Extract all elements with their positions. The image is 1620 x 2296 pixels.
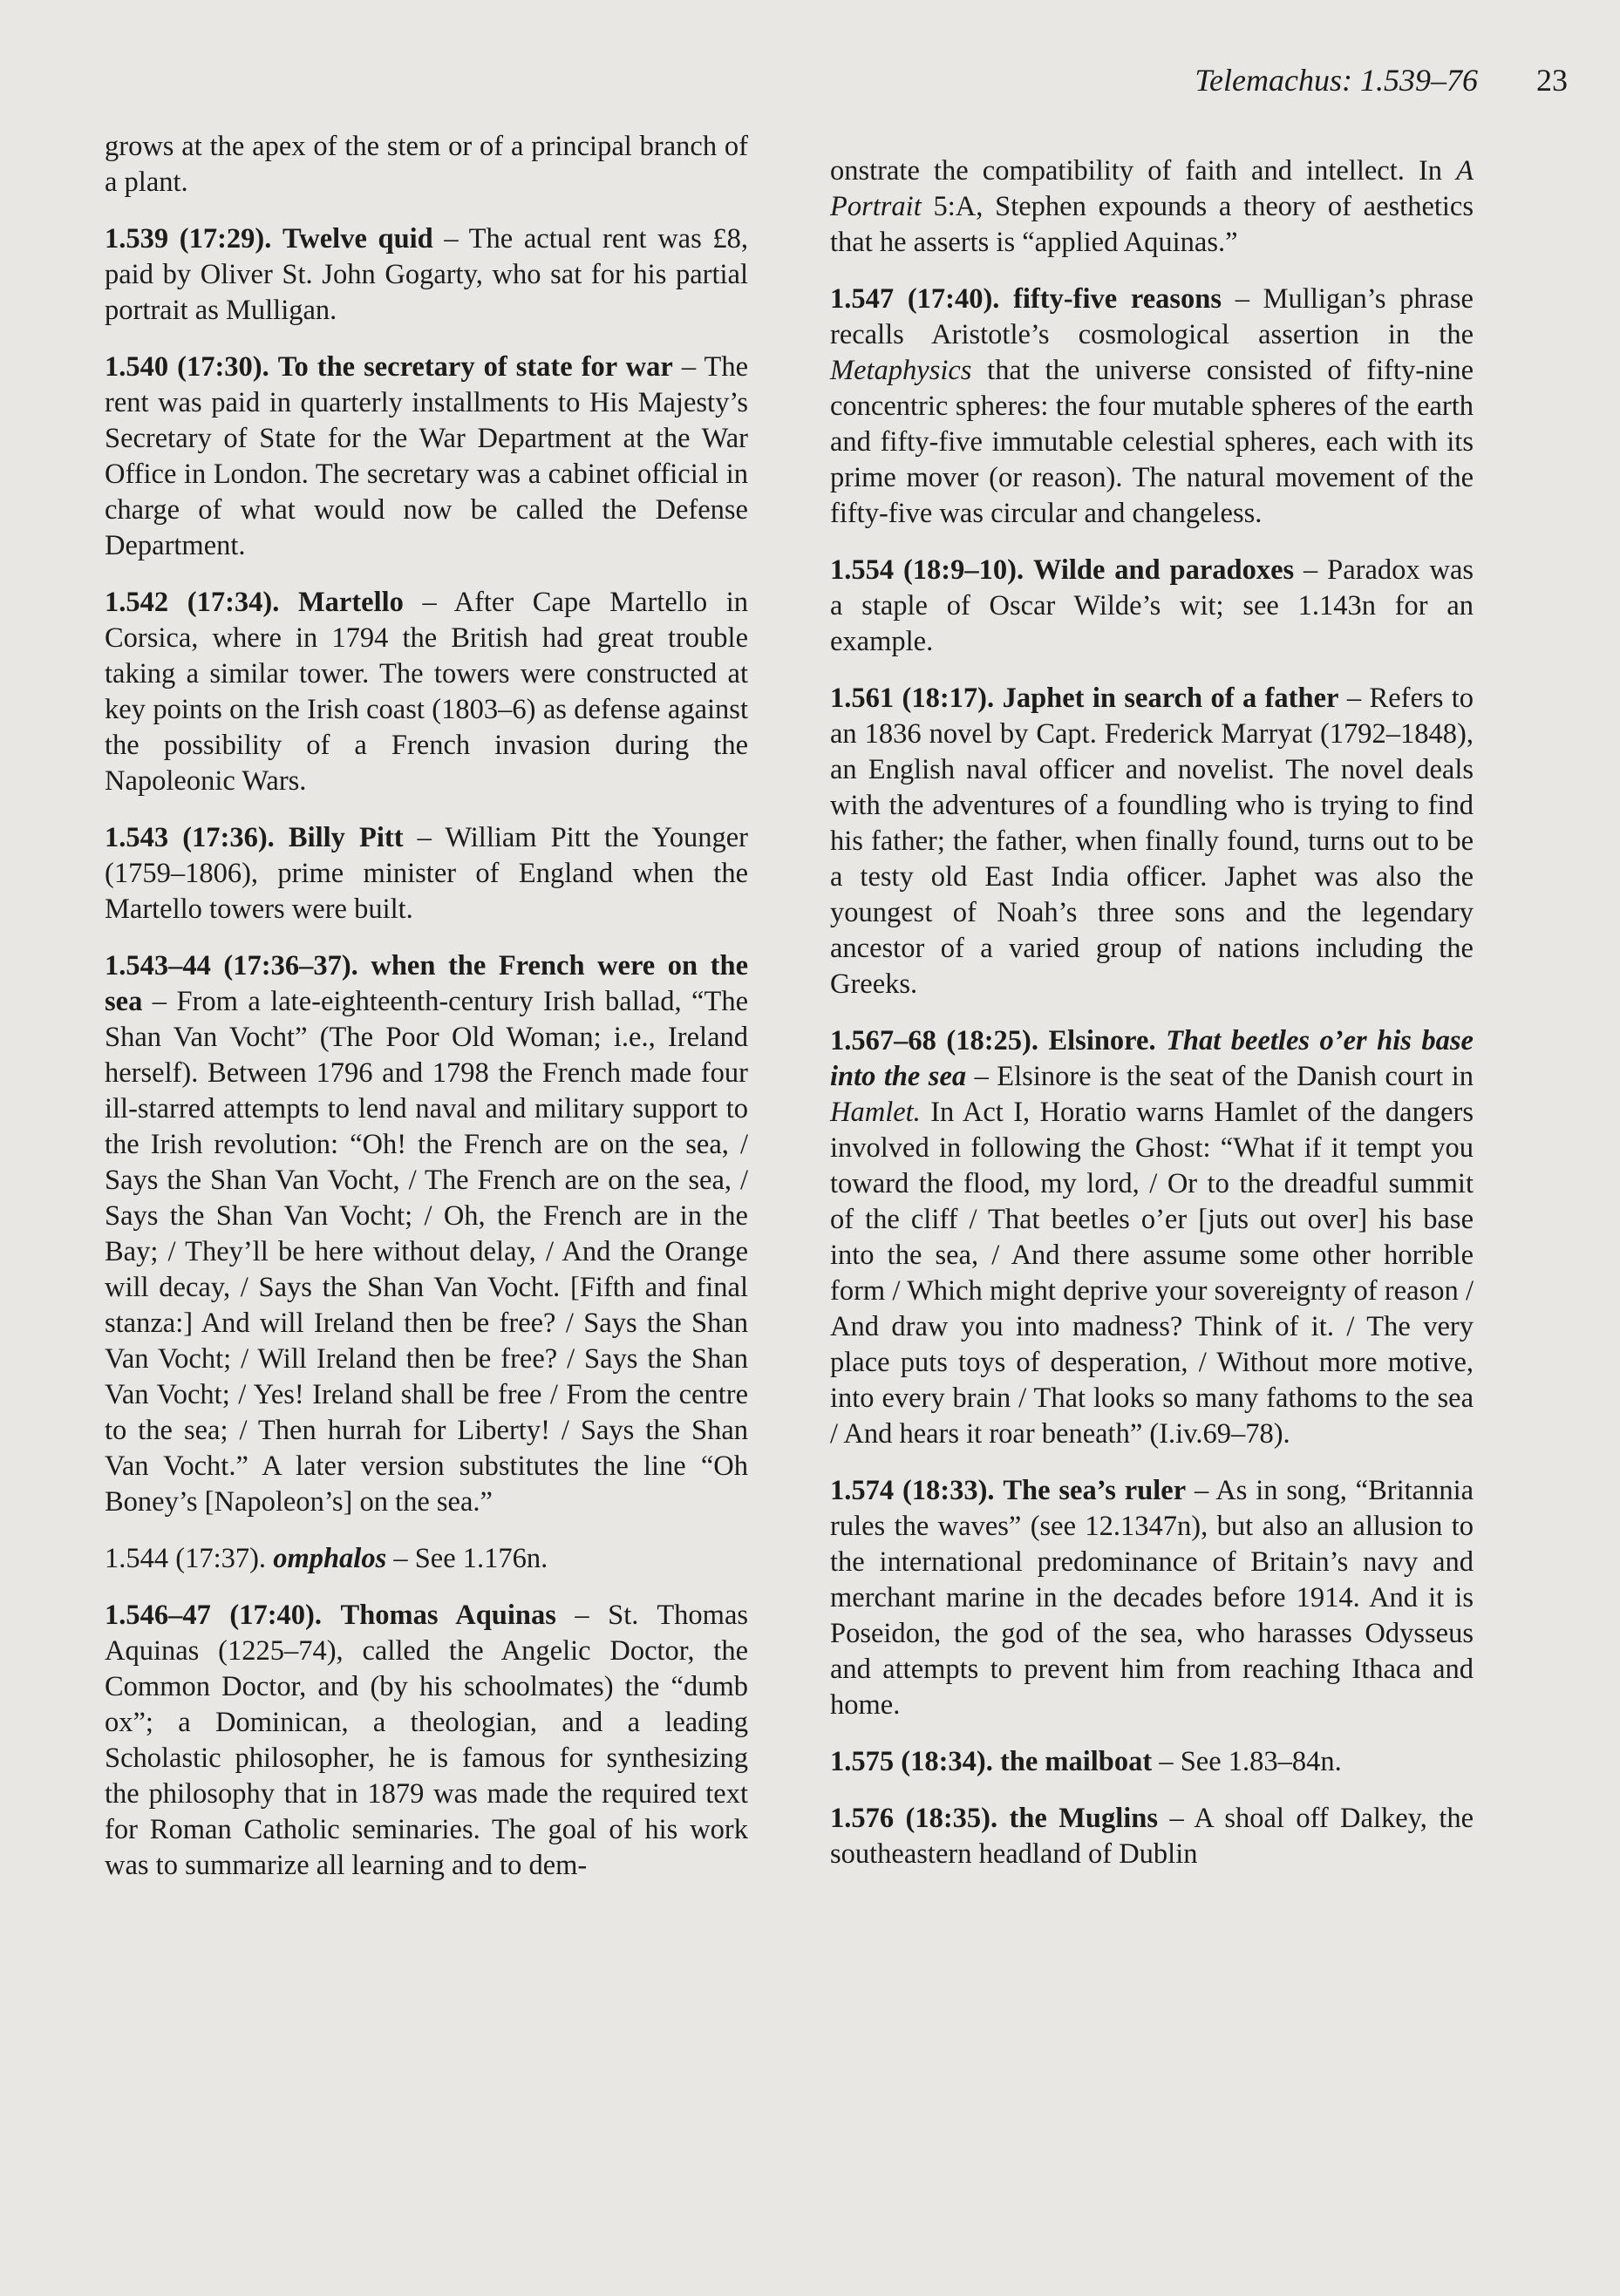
- right-column: [830, 129, 1474, 1893]
- note-entry: [830, 1473, 1474, 1723]
- note-entry: [105, 350, 748, 564]
- note-lemma: Wilde and paradoxes: [1032, 554, 1295, 586]
- running-title: Telemachus: 1.539–76: [1195, 63, 1478, 98]
- continuation-text: [830, 153, 1474, 261]
- note-text: – As in song, “Britannia rules the waves” (see 12.1347n), but also an allusion to the international predominance of Britain’s navy and merchant marine in the decades before 1914. And it is Poseidon, the god of the sea, who harasses Odysseus and attempts to prevent him from reaching Ithaca and home.: [830, 1475, 1474, 1721]
- note-text: – St. Thomas Aquinas (1225–74), called the Angelic Doctor, the Common Doctor, and (by his schoolmates) the “dumb ox”; a Dominican, a theologian, and a leading Scholastic philosopher, he is famous for synthesizing the philosophy that in 1879 was made the required text for Roman Catholic seminaries. The goal of his work was to summarize all learning and to dem-: [105, 1600, 749, 1881]
- note-entry: [105, 1598, 748, 1884]
- note-entry: [105, 585, 748, 799]
- note-ref: 1.575 (18:34).: [830, 1746, 993, 1777]
- note-entry: [105, 948, 748, 1520]
- note-ref: 1.543–44 (17:36–37).: [105, 950, 358, 982]
- note-lemma: Billy Pitt: [288, 822, 404, 853]
- continuation-part: 5:A, Stephen expounds a theory of aesthetics that he asserts is “applied Aquinas.”: [830, 191, 1474, 258]
- continuation-title: A Portrait: [830, 155, 1474, 222]
- note-ref: 1.544 (17:37).: [105, 1543, 267, 1574]
- left-column: [105, 129, 748, 1905]
- note-text: – A shoal off Dalkey, the southeastern headland of Dublin: [830, 1803, 1474, 1870]
- note-text: – Paradox was a staple of Oscar Wilde’s wit; see 1.143n for an example.: [830, 554, 1474, 657]
- note-entry: [830, 282, 1474, 532]
- note-lemma: fifty-five reasons: [1013, 283, 1222, 315]
- note-lemma: Martello: [297, 587, 404, 618]
- note-lemma: Elsinore.: [1048, 1025, 1156, 1056]
- note-italic: Metaphysics: [830, 355, 972, 386]
- note-ref: 1.540 (17:30).: [105, 351, 269, 383]
- note-ref: 1.539 (17:29).: [105, 223, 272, 255]
- note-text: – The actual rent was £8, paid by Oliver St. John Gogarty, who sat for his partial portrait as Mulligan.: [105, 223, 749, 326]
- note-ref: 1.546–47 (17:40).: [105, 1600, 322, 1631]
- note-lemma: Japhet in search of a father: [1002, 683, 1339, 714]
- note-ref: 1.542 (17:34).: [105, 587, 280, 618]
- note-ref: 1.561 (18:17).: [830, 683, 995, 714]
- note-text: – See 1.176n.: [393, 1543, 548, 1574]
- note-text: – Elsinore is the seat of the Danish court in: [974, 1061, 1474, 1092]
- note-entry: [830, 1023, 1474, 1452]
- note-text: – Refers to an 1836 novel by Capt. Frederick Marryat (1792–1848), an English naval officer and novelist. The novel deals with the adventures of a foundling who is trying to find his father; the father, when finally found, turns out to be a testy old East India officer. Japhet was also the youngest of Noah’s three sons and the legendary ancestor of a varied group of nations including the Greeks.: [830, 683, 1474, 1000]
- note-lemma: Twelve quid: [282, 223, 433, 255]
- note-entry: [105, 820, 748, 927]
- page-number: 23: [1536, 63, 1568, 98]
- note-text: – The rent was paid in quarterly installments to His Majesty’s Secretary of State for the War Department at the War Office in London. The secretary was a cabinet official in charge of what would now be called the Defense Department.: [105, 351, 749, 561]
- note-ref: 1.567–68 (18:25).: [830, 1025, 1038, 1056]
- note-lemma-italic: That beetles o’er his base into the sea: [830, 1025, 1474, 1092]
- continuation-part: onstrate the compatibility of faith and intellect. In: [830, 155, 1443, 187]
- note-entry: [830, 681, 1474, 1002]
- note-text: In Act I, Horatio warns Hamlet of the dangers involved in following the Ghost: “What if it tempt you toward the flood, my lord, / Or to the dreadful summit of the cliff / That beetles o’er [juts out over] his base into the sea, / And there assume some other horrible form / Which might deprive your sovereignty of reason / And draw you into madness? Think of it. / The very place puts toys of desperation, / Without more motive, into every brain / That looks so many fathoms to the sea / And hears it roar beneath” (I.iv.69–78).: [830, 1097, 1474, 1450]
- note-ref: 1.574 (18:33).: [830, 1475, 995, 1506]
- note-lemma: omphalos: [273, 1543, 387, 1574]
- note-entry: [105, 221, 748, 329]
- note-lemma: Thomas Aquinas: [340, 1600, 556, 1631]
- note-text: – Mulligan’s phrase recalls Aristotle’s cosmological assertion in the: [830, 283, 1474, 350]
- note-entry: [830, 1801, 1474, 1872]
- note-lemma: when the French were on the sea: [105, 950, 748, 1017]
- note-lemma: To the secretary of state for war: [277, 351, 673, 383]
- note-entry: [830, 553, 1474, 660]
- note-text: – After Cape Martello in Corsica, where in 1794 the British had great trouble taking a similar tower. The towers were constructed at key points on the Irish coast (1803–6) as defense against the possibility of a French invasion during the Napoleonic Wars.: [105, 587, 749, 797]
- note-entry: [105, 1541, 748, 1577]
- note-text: – See 1.83–84n.: [1159, 1746, 1342, 1777]
- note-ref: 1.576 (18:35).: [830, 1803, 998, 1834]
- note-lemma: The sea’s ruler: [1003, 1475, 1187, 1506]
- note-ref: 1.554 (18:9–10).: [830, 554, 1024, 586]
- note-lemma: the Muglins: [1009, 1803, 1159, 1834]
- note-italic: Hamlet.: [830, 1097, 921, 1128]
- note-text: that the universe consisted of fifty-nine concentric spheres: the four mutable spheres of the earth and fifty-five immutable celestial spheres, each with its prime mover (or reason). The natural movement of the fifty-five was circular and changeless.: [830, 355, 1474, 529]
- continuation-text: grows at the apex of the stem or of a principal branch of a plant.: [105, 131, 748, 198]
- note-lemma: the mailboat: [999, 1746, 1153, 1777]
- note-entry: [830, 1744, 1474, 1780]
- note-ref: 1.547 (17:40).: [830, 283, 1000, 315]
- note-text: – From a late-eighteenth-century Irish ballad, “The Shan Van Vocht” (The Poor Old Woman; i.e., Ireland herself). Between 1796 and 1798 the French made four ill-starred attempts to lend naval and military support to the Irish revolution: “Oh! the French are on the sea, / Says the Shan Van Vocht, / The French are on the sea, / Says the Shan Van Vocht; / Oh, the French are in the Bay; / They’ll be here without delay, / And the Orange will decay, / Says the Shan Van Vocht. [Fifth and final stanza:] And will Ireland then be free? / Says the Shan Van Vocht; / Will Ireland then be free? / Says the Shan Van Vocht; / Yes! Ireland shall be free / From the centre to the sea; / Then hurrah for Liberty! / Says the Shan Van Vocht.” A later version substitutes the line “Oh Boney’s [Napoleon’s] on the sea.”: [105, 986, 748, 1518]
- note-ref: 1.543 (17:36).: [105, 822, 275, 853]
- note-text: – William Pitt the Younger (1759–1806), prime minister of England when the Martello towers were built.: [105, 822, 748, 925]
